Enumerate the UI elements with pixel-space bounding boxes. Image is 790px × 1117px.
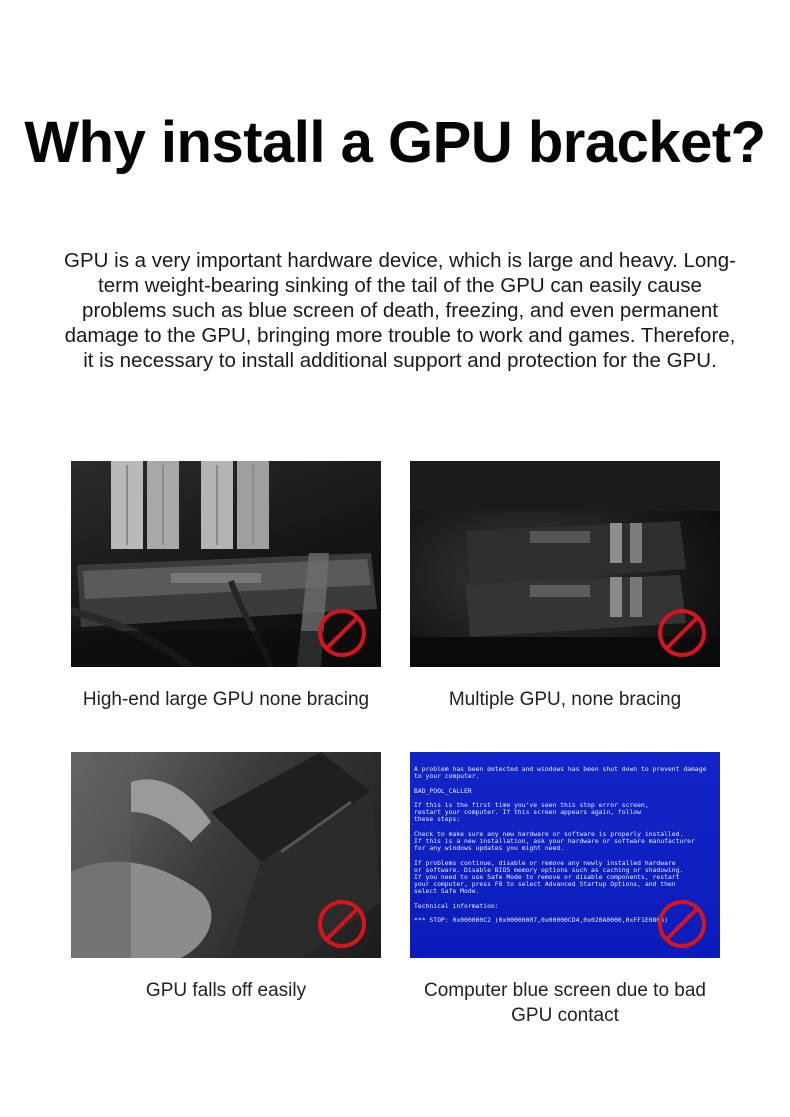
gpu-photo-falling bbox=[71, 752, 381, 958]
card-caption: Multiple GPU, none bracing bbox=[448, 689, 682, 710]
bsod-text-line: If this is a new installation, ask your hardware or software manufacturer bbox=[414, 837, 695, 845]
bsod-text-line: these steps: bbox=[414, 815, 461, 824]
bsod-text-line: Technical information: bbox=[414, 901, 499, 910]
gpu-photo-large bbox=[71, 461, 381, 667]
bsod-text-line: restart your computer. If this screen appears again, follow bbox=[414, 808, 642, 817]
bsod-text-line: your computer, press F8 to select Advanced Startup Options, and then bbox=[414, 880, 676, 889]
bsod-text-line: If this is the first time you've seen this stop error screen, bbox=[414, 801, 649, 809]
bsod-text-line: BAD_POOL_CALLER bbox=[414, 786, 472, 795]
card-multiple-gpu bbox=[410, 461, 720, 712]
bsod-text-line: *** STOP: 0x000000C2 (0x00000007,0x00000CD4,0x020A0000,0xFF1E0803) bbox=[414, 916, 668, 925]
bsod-text-line: A problem has been detected and windows has been shut down to prevent damage bbox=[414, 765, 707, 773]
card-caption: GPU falls off easily bbox=[145, 980, 307, 1001]
bsod-text-line: If you need to use Safe Mode to remove or disable components, restart bbox=[414, 873, 680, 881]
gpu-photo-multiple bbox=[410, 461, 720, 667]
intro-paragraph: GPU is a very important hardware device, which is large and heavy. Long-term weight-bearing sinking of the tail of the GPU can easily cause problems such as blue screen of death, freezing, and even permanent damage to the GPU, bringing more trouble to work and games. Therefore, it is necessary to install additional support and protection for the GPU. bbox=[64, 249, 736, 372]
card-gpu-falls bbox=[71, 752, 381, 1003]
page-title: Why install a GPU bracket? bbox=[24, 110, 766, 175]
prohibited-icon bbox=[656, 898, 708, 950]
bsod-text-line: to your computer. bbox=[414, 772, 480, 781]
card-caption: Computer blue screen due to bad GPU contact bbox=[423, 980, 706, 1026]
bsod-text-line: for any windows updates you might need. bbox=[414, 844, 565, 853]
bsod-text-line: select Safe Mode. bbox=[414, 887, 480, 896]
bsod-text-line: Check to make sure any new hardware or software is properly installed. bbox=[414, 829, 684, 838]
card-large-gpu bbox=[71, 461, 381, 712]
prohibited-icon bbox=[656, 607, 708, 659]
bsod-text-line: or software. Disable BIOS memory options such as caching or shadowing. bbox=[414, 865, 684, 874]
card-blue-screen bbox=[410, 752, 720, 1028]
prohibited-icon bbox=[316, 607, 368, 659]
bsod-text-line: If problems continue, disable or remove any newly installed hardware bbox=[414, 858, 676, 867]
card-caption: High-end large GPU none bracing bbox=[82, 689, 370, 710]
prohibited-icon bbox=[316, 898, 368, 950]
bsod-screenshot bbox=[410, 752, 720, 958]
